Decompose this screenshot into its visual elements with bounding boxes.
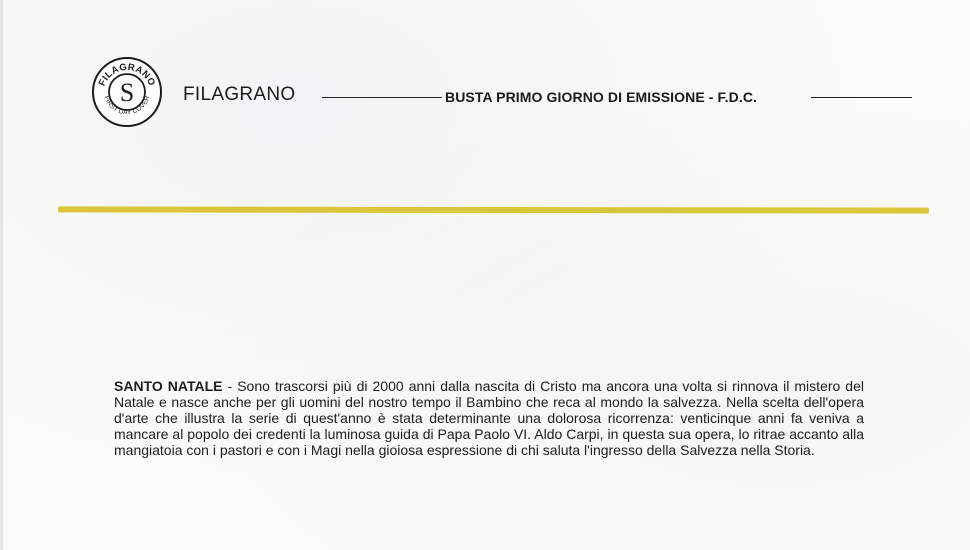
header-rule-left (322, 97, 442, 98)
description-lead: SANTO NATALE (114, 378, 223, 394)
header-rule-right (811, 97, 912, 98)
description-separator: - (222, 378, 238, 394)
issue-description (114, 378, 864, 458)
seal-bottom-text: FIRST DAY COVER (102, 94, 152, 117)
yellow-divider-band (58, 206, 929, 213)
description-body: Sono trascorsi più di 2000 anni dalla nascita di Cristo ma ancora una volta si rinnova il mistero del Natale e nasce anche per gli uomini del nostro tempo il Bambino che reca al mondo la salvezza. Nella scelta dell'opera d'arte che illustra la serie di quest'anno è stata determinante una dolorosa ricorrenza: venticinque anni fa veniva a mancare al popolo dei credenti la luminosa guida di Papa Paolo VI. Aldo Carpi, in questa sua opera, lo ritrae accanto alla mangiatoia con i pastori e con i Magi nella gioiosa espressione di chi saluta l'ingresso della Salvezza nella Storia. (114, 378, 864, 458)
filagrano-seal-icon (91, 56, 163, 128)
brand-name: FILAGRANO (183, 84, 296, 105)
fdc-title: BUSTA PRIMO GIORNO DI EMISSIONE - F.D.C. (445, 89, 758, 105)
seal-monogram: S (119, 78, 135, 107)
seal-top-text: FILAGRANO (96, 61, 158, 88)
